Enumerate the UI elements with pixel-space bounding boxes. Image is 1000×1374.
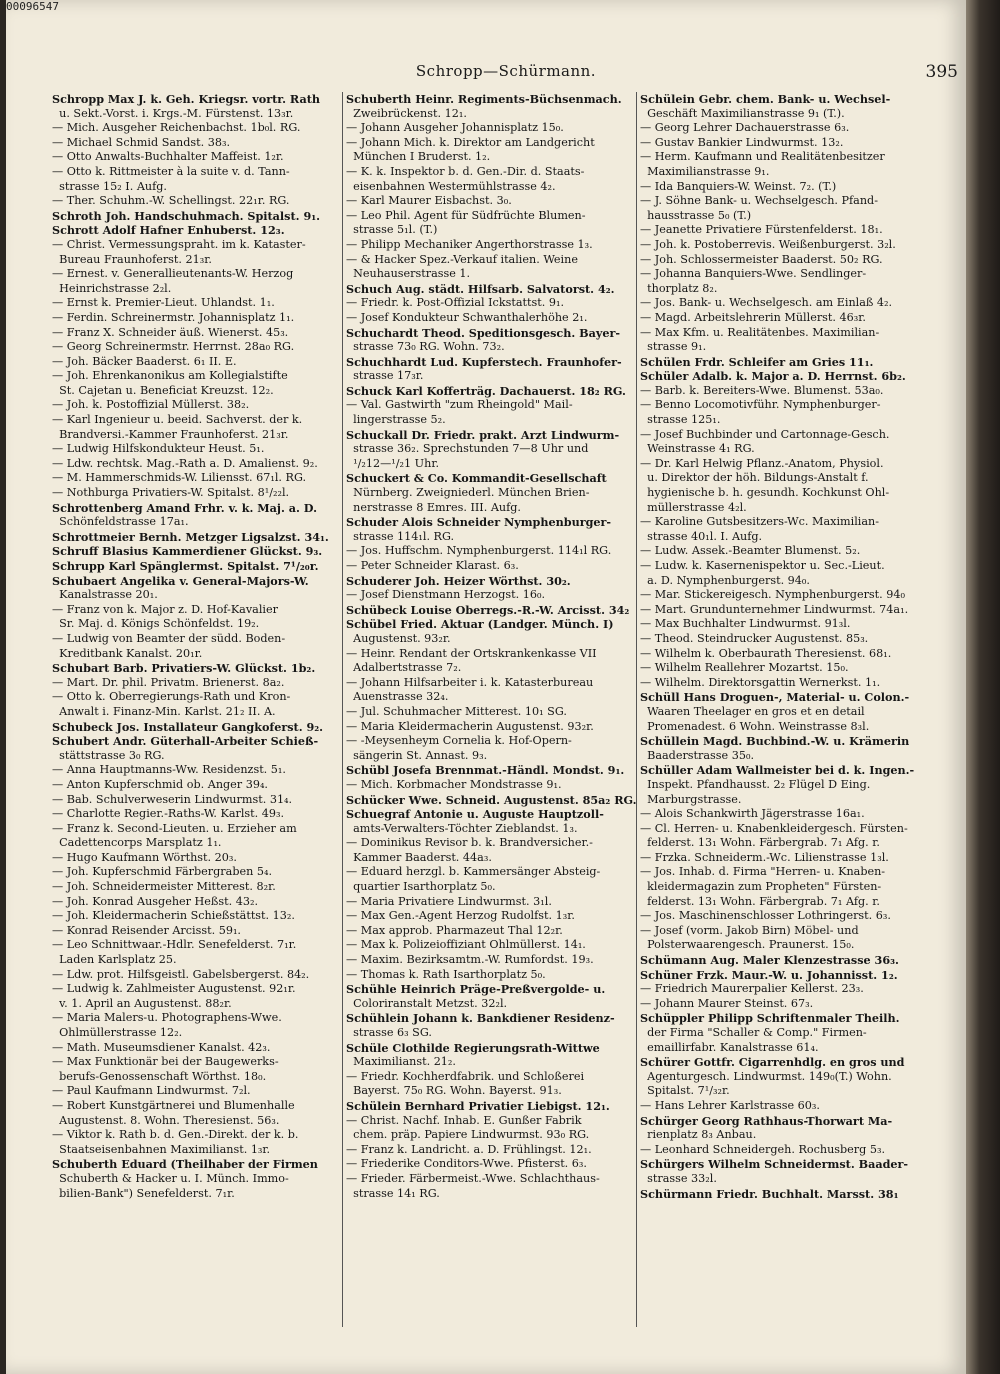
- directory-entry-line: Schubart Barb. Privatiers-W. Glückst. 1b₂.: [52, 661, 316, 676]
- directory-entry-line: — Dominikus Revisor b. k. Brandversicher.-: [346, 836, 593, 850]
- directory-entry-line: — Ldw. prot. Hilfsgeistl. Gabelsbergerst. 84₂.: [52, 967, 310, 981]
- directory-entry-line: Schuch Aug. städt. Hilfsarb. Salvatorst. 4₂.: [346, 281, 615, 296]
- directory-entry-line: — Hugo Kaufmann Wörthst. 20₃.: [52, 850, 237, 864]
- directory-entry-line: — Ernest. v. Generallieutenants-W. Herzog: [52, 267, 294, 281]
- directory-entry-line: Augustenst. 8. Wohn. Theresienst. 56₃.: [52, 1113, 280, 1127]
- directory-entry-line: — Josef Dienstmann Herzogst. 16₀.: [346, 588, 546, 602]
- directory-entry-line: Schrott Adolf Hafner Enhuberst. 12₃.: [52, 223, 285, 238]
- directory-entry-line: strasse 5₁l. (T.): [346, 223, 438, 237]
- directory-entry-line: — Ferdin. Schreinermstr. Johannisplatz 1₁.: [52, 310, 295, 324]
- directory-entry-line: — Jos. Huffschm. Nymphenburgerst. 114₁l RG.: [346, 544, 612, 558]
- directory-entry-line: Schüner Frzk. Maur.-W. u. Johannisst. 1₂.: [640, 967, 898, 982]
- directory-entry-line: a. D. Nymphenburgerst. 94₀.: [640, 573, 810, 587]
- directory-entry-line: Schubeck Jos. Installateur Gangkoferst. 9₂.: [52, 719, 324, 734]
- directory-entry-line: — Maria Malers-u. Photographens-Wwe.: [52, 1011, 282, 1025]
- directory-entry-line: — Gustav Bankier Lindwurmst. 13₂.: [640, 135, 844, 149]
- directory-entry-line: hausstrasse 5₀ (T.): [640, 208, 752, 222]
- directory-entry-line: — Benno Locomotivführ. Nymphenburger-: [640, 398, 881, 412]
- directory-entry-line: quartier Isarthorplatz 5₀.: [346, 880, 496, 894]
- directory-entry-line: Schümann Aug. Maler Klenzestrasse 36₃.: [640, 953, 899, 968]
- directory-entry-line: — Franz von k. Major z. D. Hof-Kavalier: [52, 602, 278, 616]
- directory-entry-line: stättstrasse 3₀ RG.: [52, 748, 165, 762]
- directory-entry-line: — Cl. Herren- u. Knabenkleidergesch. Fürsten-: [640, 821, 908, 835]
- directory-entry-line: strasse 9₁.: [640, 340, 707, 354]
- directory-entry-line: — Wilhelm. Direktorsgattin Wernerkst. 1₁.: [640, 675, 881, 689]
- directory-entry-line: strasse 36₂. Sprechstunden 7—8 Uhr und: [346, 442, 589, 456]
- directory-entry-line: emaillirfabr. Kanalstrasse 61₄.: [640, 1040, 819, 1054]
- directory-column-3: [640, 92, 932, 1201]
- directory-entry-line: Schürger Georg Rathhaus-Thorwart Ma-: [640, 1113, 893, 1128]
- directory-entry-line: Bureau Fraunhoferst. 21₃r.: [52, 252, 212, 266]
- directory-entry-line: Agenturgesch. Lindwurmst. 149₀(T.) Wohn.: [640, 1069, 892, 1083]
- directory-entry-line: — Max Gen.-Agent Herzog Rudolfst. 1₃r.: [346, 909, 575, 923]
- directory-entry-line: — Jos. Bank- u. Wechselgesch. am Einlaß 4₂.: [640, 296, 893, 310]
- directory-entry-line: — Otto k. Rittmeister à la suite v. d. Tann-: [52, 164, 290, 178]
- directory-entry-line: — Joh. Bäcker Baaderst. 6₁ II. E.: [52, 354, 237, 368]
- directory-entry-line: — Wilhelm Reallehrer Mozartst. 15₀.: [640, 661, 849, 675]
- page-header: [46, 62, 966, 84]
- directory-column-2: [346, 92, 638, 1201]
- directory-entry-line: u. Direktor der höh. Bildungs-Anstalt f.: [640, 471, 869, 485]
- directory-entry-line: v. 1. April an Augustenst. 88₂r.: [52, 996, 232, 1010]
- directory-entry-line: — Ludwig k. Zahlmeister Augustenst. 92₁r.: [52, 982, 296, 996]
- directory-entry-line: — Bab. Schulverweserin Lindwurmst. 31₄.: [52, 792, 293, 806]
- directory-entry-line: Polsterwaarengesch. Praunerst. 15₀.: [640, 938, 855, 952]
- directory-entry-line: Schüller Adam Wallmeister bei d. k. Ingen.-: [640, 763, 915, 778]
- directory-entry-line: Schuchardt Theod. Speditionsgesch. Bayer-: [346, 325, 621, 340]
- directory-entry-line: — Otto Anwalts-Buchhalter Maffeist. 1₂r.: [52, 150, 284, 164]
- directory-entry-line: — M. Hammerschmids-W. Liliensst. 67₁l. RG.: [52, 471, 307, 485]
- directory-entry-line: berufs-Genossenschaft Wörthst. 18₀.: [52, 1069, 267, 1083]
- directory-entry-line: Schubaert Angelika v. General-Majors-W.: [52, 573, 309, 588]
- directory-entry-line: strasse 125₁.: [640, 413, 721, 427]
- directory-entry-line: — Wilhelm k. Oberbaurath Theresienst. 68₁.: [640, 646, 892, 660]
- directory-entry-line: — Joh. Schlossermeister Baaderst. 50₂ RG.: [640, 252, 883, 266]
- directory-entry-line: Schroth Joh. Handschuhmach. Spitalst. 9₁.: [52, 208, 321, 223]
- directory-entry-line: Brandversi.-Kammer Fraunhoferst. 21₃r.: [52, 427, 289, 441]
- directory-entry-line: Schühlein Johann k. Bankdiener Residenz-: [346, 1011, 615, 1026]
- directory-entry-line: — Paul Kaufmann Lindwurmst. 7₂l.: [52, 1084, 251, 1098]
- directory-entry-line: — Alois Schankwirth Jägerstrasse 16a₁.: [640, 807, 865, 821]
- directory-entry-line: — Hans Lehrer Karlstrasse 60₃.: [640, 1098, 820, 1112]
- directory-entry-line: — Georg Schreinermstr. Herrnst. 28a₀ RG.: [52, 340, 295, 354]
- directory-entry-line: — Christ. Nachf. Inhab. E. Gunßer Fabrik: [346, 1113, 582, 1127]
- directory-entry-line: Schuchhardt Lud. Kupferstech. Fraunhofer-: [346, 354, 622, 369]
- directory-entry-line: hygienische b. h. gesundh. Kochkunst Ohl-: [640, 486, 890, 500]
- directory-entry-line: eisenbahnen Westermühlstrasse 4₂.: [346, 179, 556, 193]
- directory-entry-line: strasse 6₃ SG.: [346, 1026, 432, 1039]
- directory-entry-line: felderst. 13₁ Wohn. Färbergrab. 7₁ Afg. r.: [640, 836, 880, 850]
- directory-entry-line: — Joh. k. Postoffizial Müllerst. 38₂.: [52, 398, 250, 412]
- directory-entry-line: Ohlmüllerstrasse 12₂.: [52, 1026, 183, 1039]
- directory-entry-line: St. Cajetan u. Beneficiat Kreuzst. 12₂.: [52, 383, 274, 397]
- directory-entry-line: — Johann Mich. k. Direktor am Landgericht: [346, 135, 595, 149]
- directory-entry-line: — Mart. Dr. phil. Privatm. Brienerst. 8a₂.: [52, 675, 285, 689]
- directory-entry-line: — Ldw. rechtsk. Mag.-Rath a. D. Amalienst. 9₂.: [52, 456, 318, 470]
- directory-entry-line: Baaderstrasse 35₀.: [640, 748, 754, 762]
- directory-entry-line: — Viktor k. Rath b. d. Gen.-Direkt. der k. b.: [52, 1128, 299, 1142]
- directory-entry-line: Neuhauserstrasse 1.: [346, 267, 471, 281]
- directory-entry-line: — Ernst k. Premier-Lieut. Uhlandst. 1₁.: [52, 296, 275, 310]
- directory-entry-line: Kanalstrasse 20₁.: [52, 588, 158, 602]
- directory-entry-line: Schrottenberg Amand Frhr. v. k. Maj. a. D.: [52, 500, 317, 515]
- directory-entry-line: — Konrad Reisender Arcisst. 59₁.: [52, 923, 241, 937]
- directory-entry-line: — Barb. k. Bereiters-Wwe. Blumenst. 53a₀.: [640, 383, 884, 397]
- directory-entry-line: — Theod. Steindrucker Augustenst. 85₃.: [640, 631, 869, 645]
- directory-entry-line: Schülein Gebr. chem. Bank- u. Wechsel-: [640, 92, 891, 106]
- directory-entry-line: Cadettencorps Marsplatz 1₁.: [52, 836, 222, 850]
- directory-entry-line: — Leo Phil. Agent für Südfrüchte Blumen-: [346, 208, 586, 222]
- directory-entry-line: — Joh. Ehrenkanonikus am Kollegialstifte: [52, 369, 288, 383]
- directory-entry-line: Schücker Wwe. Schneid. Augustenst. 85a₂ RG.: [346, 792, 637, 807]
- directory-entry-line: — Ludw. Assek.-Beamter Blumenst. 5₂.: [640, 544, 861, 558]
- directory-entry-line: — Robert Kunstgärtnerei und Blumenhalle: [52, 1098, 295, 1112]
- directory-entry-line: — Franz X. Schneider äuß. Wienerst. 45₃.: [52, 325, 289, 339]
- directory-entry-line: — Michael Schmid Sandst. 38₃.: [52, 135, 231, 149]
- directory-entry-line: Maximilianst. 21₂.: [346, 1055, 456, 1069]
- directory-entry-line: Schruff Blasius Kammerdiener Glückst. 9₃.: [52, 544, 323, 559]
- directory-entry-line: Schühle Heinrich Präge-Preßvergolde- u.: [346, 982, 606, 997]
- directory-entry-line: müllerstrasse 4₂l.: [640, 500, 747, 514]
- directory-entry-line: — Johann Ausgeher Johannisplatz 15₀.: [346, 121, 564, 135]
- directory-entry-line: — Mich. Korbmacher Mondstrasse 9₁.: [346, 777, 562, 791]
- directory-entry-line: — J. Söhne Bank- u. Wechselgesch. Pfand-: [640, 194, 878, 208]
- directory-entry-line: Schönfeldstrasse 17a₁.: [52, 515, 189, 529]
- directory-entry-line: strasse 40₁l. I. Aufg.: [640, 529, 763, 543]
- directory-entry-line: Staatseisenbahnen Maximilianst. 1₃r.: [52, 1142, 271, 1156]
- directory-entry-line: — Max Buchhalter Lindwurmst. 91₃l.: [640, 617, 851, 631]
- directory-entry-line: — Ludwig von Beamter der südd. Boden-: [52, 631, 286, 645]
- directory-entry-line: Schuberth Eduard (Theilhaber der Firmen: [52, 1157, 318, 1172]
- directory-entry-line: — Eduard herzgl. b. Kammersänger Absteig-: [346, 865, 601, 879]
- directory-entry-line: amts-Verwalters-Töchter Zieblandst. 1₃.: [346, 821, 578, 835]
- directory-entry-line: Waaren Theelager en gros et en detail: [640, 704, 865, 718]
- directory-entry-line: — Franz k. Landricht. a. D. Frühlingst. 12₁.: [346, 1142, 592, 1156]
- directory-entry-line: strasse 15₂ I. Aufg.: [52, 179, 167, 193]
- directory-entry-line: strasse 114₁l. RG.: [346, 529, 455, 543]
- directory-entry-line: — Johanna Banquiers-Wwe. Sendlinger-: [640, 267, 867, 281]
- directory-entry-line: — Ther. Schuhm.-W. Schellingst. 22₁r. RG.: [52, 194, 290, 208]
- directory-entry-line: — Max Kfm. u. Realitätenbes. Maximilian-: [640, 325, 880, 339]
- directory-entry-line: — Joh. Konrad Ausgeher Heßst. 43₂.: [52, 894, 259, 908]
- directory-entry-line: — Anna Hauptmanns-Ww. Residenzst. 5₁.: [52, 763, 286, 777]
- directory-entry-line: Heinrichstrasse 2₂l.: [52, 281, 172, 295]
- directory-entry-line: — Mar. Stickereigesch. Nymphenburgerst. 94₀: [640, 588, 905, 602]
- directory-entry-line: — Peter Schneider Klarast. 6₃.: [346, 559, 519, 572]
- directory-entry-line: Schuckert & Co. Kommandit-Gesellschaft: [346, 471, 607, 486]
- directory-entry-line: — Christ. Vermessungspraht. im k. Kataster-: [52, 237, 306, 251]
- directory-entry-line: — Math. Museumsdiener Kanalst. 42₃.: [52, 1040, 271, 1054]
- directory-entry-line: — Karl Ingenieur u. beeid. Sachverst. der k.: [52, 413, 303, 427]
- directory-entry-line: — Jeanette Privatiere Fürstenfelderst. 18₁.: [640, 223, 883, 237]
- directory-entry-line: sängerin St. Annast. 9₃.: [346, 748, 488, 762]
- directory-entry-line: ¹/₂12—¹/₂1 Uhr.: [346, 456, 439, 470]
- directory-entry-line: — Ludwig Hilfskondukteur Heust. 5₁.: [52, 442, 265, 456]
- directory-entry-line: Anwalt i. Finanz-Min. Karlst. 21₂ II. A.: [52, 704, 276, 718]
- directory-entry-line: Laden Karlsplatz 25.: [52, 953, 177, 967]
- directory-entry-line: Spitalst. 7¹/₃₂r.: [640, 1084, 730, 1098]
- directory-entry-line: — Frzka. Schneiderm.-Wc. Lilienstrasse 1₃l.: [640, 850, 889, 864]
- directory-entry-line: — Friedr. Kochherdfabrik. und Schloßerei: [346, 1069, 585, 1083]
- book-spine-edge: [966, 0, 1000, 1374]
- directory-entry-line: — Joh. Kleidermacherin Schießstättst. 13₂.: [52, 909, 295, 923]
- directory-entry-line: — Leo Schnittwaar.-Hdlr. Senefelderst. 7₁r.: [52, 938, 297, 952]
- directory-entry-line: Zweibrückenst. 12₁.: [346, 106, 467, 120]
- directory-entry-line: — Otto k. Oberregierungs-Rath und Kron-: [52, 690, 291, 704]
- directory-entry-line: — Georg Lehrer Dachauerstrasse 6₃.: [640, 121, 850, 135]
- directory-entry-line: — Karoline Gutsbesitzers-Wc. Maximilian-: [640, 515, 880, 529]
- directory-entry-line: — Val. Gastwirth "zum Rheingold" Mail-: [346, 398, 573, 412]
- directory-entry-line: — Josef Buchbinder und Cartonnage-Gesch.: [640, 427, 890, 441]
- directory-entry-line: Schuckall Dr. Friedr. prakt. Arzt Lindwurm-: [346, 427, 620, 442]
- directory-entry-line: Nürnberg. Zweigniederl. München Brien-: [346, 486, 590, 500]
- directory-entry-line: Maximilianstrasse 9₁.: [640, 164, 770, 178]
- directory-entry-line: Schürgers Wilhelm Schneidermst. Baader-: [640, 1157, 909, 1172]
- directory-entry-line: — Friedr. k. Post-Offizial Ickstattst. 9₁.: [346, 296, 565, 310]
- directory-entry-line: — Maxim. Bezirksamtm.-W. Rumfordst. 19₃.: [346, 953, 594, 967]
- directory-entry-line: — Magd. Arbeitslehrerin Müllerst. 46₃r.: [640, 310, 866, 324]
- directory-entry-line: — Maria Privatiere Lindwurmst. 3₁l.: [346, 894, 552, 908]
- directory-entry-line: — Jos. Inhab. d. Firma "Herren- u. Knaben-: [640, 865, 886, 879]
- directory-entry-line: Schübl Josefa Brennmat.-Händl. Mondst. 9₁.: [346, 763, 625, 778]
- directory-entry-line: chem. präp. Papiere Lindwurmst. 93₀ RG.: [346, 1128, 590, 1142]
- directory-entry-line: Schropp Max J. k. Geh. Kriegsr. vortr. Rath: [52, 92, 321, 106]
- directory-entry-line: strasse 33₂l.: [640, 1171, 717, 1185]
- directory-entry-line: — & Hacker Spez.-Verkauf italien. Weine: [346, 252, 578, 266]
- directory-entry-line: Schuberth & Hacker u. I. Münch. Immo-: [52, 1171, 289, 1185]
- directory-entry-line: Sr. Maj. d. Königs Schönfeldst. 19₂.: [52, 617, 260, 631]
- directory-entry-line: Weinstrasse 4₁ RG.: [640, 442, 755, 456]
- directory-entry-line: Schülein Bernhard Privatier Liebigst. 12₁.: [346, 1098, 610, 1113]
- directory-entry-line: — Josef (vorm. Jakob Birn) Möbel- und: [640, 923, 859, 937]
- directory-entry-line: — Joh. Schneidermeister Mitterest. 8₂r.: [52, 880, 276, 894]
- directory-entry-line: Inspekt. Pfandhausst. 2₂ Flügel D Eing.: [640, 777, 871, 791]
- directory-entry-line: rienplatz 8₃ Anbau.: [640, 1128, 757, 1142]
- directory-entry-line: Promenadest. 6 Wohn. Weinstrasse 8₃l.: [640, 719, 870, 733]
- directory-entry-line: — Friedrich Maurerpalier Kellerst. 23₃.: [640, 982, 864, 996]
- directory-entry-line: Augustenst. 93₂r.: [346, 631, 451, 645]
- directory-entry-line: — Friederike Conditors-Wwe. Pfisterst. 6₃.: [346, 1157, 587, 1171]
- directory-entry-line: der Firma "Schaller & Comp." Firmen-: [640, 1026, 867, 1039]
- directory-entry-line: — Leonhard Schneidergeh. Rochusberg 5₃.: [640, 1142, 886, 1156]
- directory-entry-line: u. Sekt.-Vorst. i. Krgs.-M. Fürstenst. 13₃r.: [52, 106, 294, 120]
- directory-entry-line: strasse 17₃r.: [346, 369, 424, 383]
- directory-entry-line: — Charlotte Regier.-Raths-W. Karlst. 49₃.: [52, 807, 285, 821]
- directory-entry-line: — Philipp Mechaniker Angerthorstrasse 1₃.: [346, 237, 593, 251]
- directory-entry-line: — Ludw. k. Kasernenispektor u. Sec.-Lieut.: [640, 559, 885, 572]
- directory-entry-line: Schüll Hans Droguen-, Material- u. Colon.-: [640, 690, 910, 705]
- directory-entry-line: — Josef Kondukteur Schwanthalerhöhe 2₁.: [346, 310, 588, 324]
- directory-entry-line: — Jul. Schuhmacher Mitterest. 10₁ SG.: [346, 704, 567, 718]
- directory-entry-line: — -Meysenheym Cornelia k. Hof-Opern-: [346, 734, 572, 748]
- directory-entry-line: Adalbertstrasse 7₂.: [346, 661, 462, 675]
- directory-entry-line: — Johann Maurer Steinst. 67₃.: [640, 996, 814, 1010]
- directory-entry-line: Schüle Clothilde Regierungsrath-Wittwe: [346, 1040, 600, 1055]
- directory-entry-line: — Thomas k. Rath Isarthorplatz 5₀.: [346, 967, 546, 981]
- directory-entry-line: bilien-Bank") Senefelderst. 7₁r.: [52, 1186, 235, 1200]
- directory-entry-line: — Maria Kleidermacherin Augustenst. 93₂r.: [346, 719, 594, 733]
- directory-entry-line: strasse 14₁ RG.: [346, 1186, 440, 1200]
- directory-entry-line: Schrupp Karl Spänglermst. Spitalst. 7¹/₂₀r.: [52, 559, 319, 573]
- directory-entry-line: — Max approb. Pharmazeut Thal 12₂r.: [346, 923, 563, 937]
- running-head: Schropp—Schürmann.: [415, 62, 597, 80]
- directory-entry-line: Schülen Frdr. Schleifer am Gries 11₁.: [640, 354, 874, 369]
- directory-entry-line: — Heinr. Rendant der Ortskrankenkasse VII: [346, 646, 597, 660]
- directory-entry-line: — Max Funktionär bei der Baugewerks-: [52, 1055, 279, 1069]
- directory-entry-line: Schuck Karl Kofferträg. Dachauerst. 18₂ RG.: [346, 383, 626, 398]
- directory-entry-line: nerstrasse 8 Emres. III. Aufg.: [346, 500, 521, 514]
- page-number: 395: [925, 62, 958, 82]
- directory-entry-line: thorplatz 8₂.: [640, 281, 718, 295]
- directory-entry-line: Marburgstrasse.: [640, 792, 742, 806]
- directory-entry-line: — K. k. Inspektor b. d. Gen.-Dir. d. Staats-: [346, 164, 585, 178]
- directory-entry-line: — Frieder. Färbermeist.-Wwe. Schlachthaus-: [346, 1171, 600, 1185]
- directory-entry-line: — Jos. Maschinenschlosser Lothringerst. 6₃.: [640, 909, 891, 923]
- directory-entry-line: Schuderer Joh. Heizer Wörthst. 30₂.: [346, 573, 571, 588]
- directory-entry-line: Schürmann Friedr. Buchhalt. Marsst. 38₁: [640, 1186, 899, 1201]
- directory-entry-line: kleidermagazin zum Propheten" Fürsten-: [640, 880, 882, 894]
- directory-entry-line: — Anton Kupferschmid ob. Anger 39₄.: [52, 777, 268, 791]
- directory-entry-line: Geschäft Maximilianstrasse 9₁ (T.).: [640, 106, 845, 120]
- directory-entry-line: Kreditbank Kanalst. 20₁r.: [52, 646, 203, 660]
- directory-entry-line: Schüppler Philipp Schriftenmaler Theilh.: [640, 1011, 900, 1026]
- directory-page: [6, 0, 966, 1374]
- directory-entry-line: Schuberth Heinr. Regiments-Büchsenmach.: [346, 92, 622, 106]
- directory-entry-line: Auenstrasse 32₄.: [346, 690, 449, 704]
- directory-entry-line: Schubert Andr. Güterhall-Arbeiter Schieß-: [52, 734, 319, 749]
- directory-entry-line: München I Bruderst. 1₂.: [346, 150, 491, 164]
- directory-entry-line: — Joh. Kupferschmid Färbergraben 5₄.: [52, 865, 273, 879]
- directory-entry-line: — Mich. Ausgeher Reichenbachst. 1b₀l. RG.: [52, 121, 301, 135]
- directory-entry-line: Bayerst. 75₀ RG. Wohn. Bayerst. 91₃.: [346, 1084, 562, 1098]
- directory-entry-line: — Herm. Kaufmann und Realitätenbesitzer: [640, 150, 885, 164]
- directory-entry-line: Kammer Baaderst. 44a₃.: [346, 850, 492, 864]
- directory-entry-line: Schübel Fried. Aktuar (Landger. Münch. I): [346, 617, 614, 632]
- directory-entry-line: — Johann Hilfsarbeiter i. k. Katasterbureau: [346, 675, 594, 689]
- directory-entry-line: Schuegraf Antonie u. Auguste Hauptzoll-: [346, 807, 604, 822]
- directory-entry-line: — Nothburga Privatiers-W. Spitalst. 8¹/₂₂l.: [52, 486, 290, 500]
- directory-column-1: [52, 92, 344, 1201]
- directory-entry-line: — Mart. Grundunternehmer Lindwurmst. 74a₁.: [640, 602, 909, 616]
- scan-id-label: 00096547: [6, 0, 59, 13]
- directory-entry-line: — Dr. Karl Helwig Pflanz.-Anatom, Physiol.: [640, 456, 884, 470]
- directory-entry-line: Schüllein Magd. Buchbind.-W. u. Krämerin: [640, 734, 910, 749]
- directory-entry-line: felderst. 13₁ Wohn. Färbergrab. 7₁ Afg. r.: [640, 894, 880, 908]
- directory-entry-line: — Ida Banquiers-W. Weinst. 7₂. (T.): [640, 179, 837, 193]
- directory-entry-line: — Franz k. Second-Lieuten. u. Erzieher am: [52, 821, 297, 835]
- directory-entry-line: Schüler Adalb. k. Major a. D. Herrnst. 6b₂.: [640, 369, 906, 384]
- directory-entry-line: Schürer Gottfr. Cigarrenhdlg. en gros und: [640, 1055, 905, 1070]
- directory-entry-line: — Karl Maurer Eisbachst. 3₀.: [346, 194, 512, 208]
- directory-entry-line: Schrottmeier Bernh. Metzger Ligsalzst. 34₁.: [52, 529, 329, 544]
- directory-entry-line: — Max k. Polizeioffiziant Ohlmüllerst. 14₁.: [346, 938, 586, 952]
- directory-entry-line: Schübeck Louise Oberregs.-R.-W. Arcisst. 34₂: [346, 602, 630, 617]
- directory-entry-line: Coloriranstalt Metzst. 32₂l.: [346, 996, 508, 1010]
- directory-entry-line: strasse 73₀ RG. Wohn. 73₂.: [346, 340, 505, 354]
- directory-entry-line: — Joh. k. Postoberrevis. Weißenburgerst. 3₂l.: [640, 237, 896, 251]
- directory-entry-line: Schuder Alois Schneider Nymphenburger-: [346, 515, 612, 530]
- directory-entry-line: lingerstrasse 5₂.: [346, 413, 446, 427]
